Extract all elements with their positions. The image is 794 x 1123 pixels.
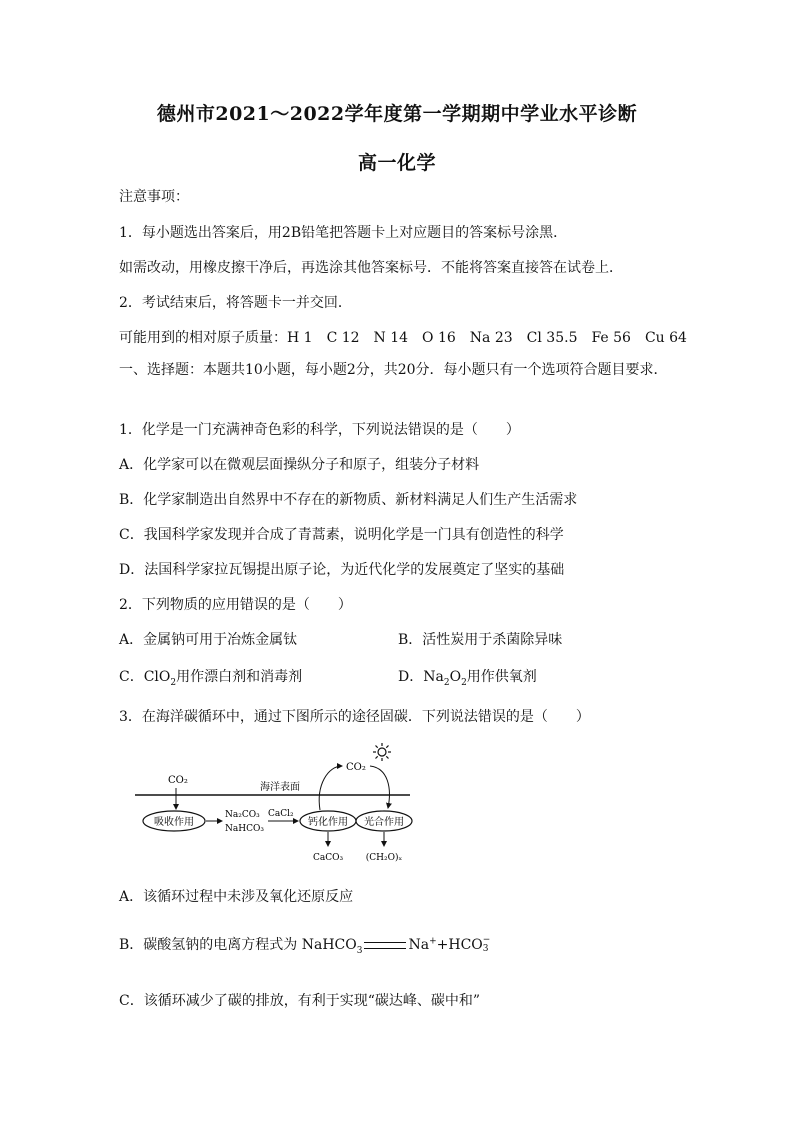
exam-subtitle: 高一化学 [357, 152, 436, 174]
question-2-option-d [398, 666, 537, 688]
question-2-option-a: A．金属钠可用于冶炼金属钛 [119, 632, 298, 648]
question-1-option-c: C．我国科学家发现并合成了青蒿素，说明化学是一门具有创造性的科学 [119, 527, 564, 543]
notes-item-2: 2．考试结束后，将答题卡一并交回． [119, 295, 352, 311]
calcify-to-co2-arrow [319, 766, 342, 810]
question-1-option-a: A．化学家可以在微观层面操纵分子和原子，组装分子材料 [119, 457, 480, 473]
question-1-option-d: D．法国科学家拉瓦锡提出原子论，为近代化学的发展奠定了坚实的基础 [119, 562, 565, 578]
sun-icon [373, 743, 391, 761]
notes-item-1: 1．每小题选出答案后，用2B铅笔把答题卡上对应题目的答案标号涂黑． [119, 225, 568, 241]
calcify-label: 钙化作用 [308, 817, 348, 828]
na2co3-label: Na₂CO₃ [225, 810, 260, 820]
question-3-stem: 3．在海洋碳循环中，通过下图所示的途径固碳．下列说法错误的是（ ） [119, 709, 590, 725]
co2-top-label: CO₂ [346, 762, 366, 773]
question-2-stem: 2．下列物质的应用错误的是（ ） [119, 597, 352, 613]
question-2-option-c [119, 666, 302, 688]
notes-item-1-continued: 如需改动，用橡皮擦干净后，再选涂其他答案标号．不能将答案直接答在试卷上． [119, 260, 623, 276]
atomic-masses: 可能用到的相对原子质量：H 1 C 12 N 14 O 16 Na 23 Cl 35.5 Fe 56 Cu 64 [119, 330, 687, 346]
na2o2-formula: $Na_2O_2$ [423, 669, 467, 688]
option-c-text: 用作漂白剂和消毒剂 [176, 669, 303, 685]
question-3-option-b [119, 934, 490, 956]
co2-left-label: CO₂ [168, 775, 188, 786]
equals-sign [364, 942, 406, 949]
section-heading: 一、选择题：本题共10小题，每小题2分，共20分．每小题只有一个选项符合题目要求． [119, 362, 668, 378]
ch2o-label: (CH₂O)ₓ [365, 853, 403, 863]
exam-title: 德州市2021～2022学年度第一学期期中学业水平诊断 [156, 103, 638, 125]
ionization-equation: NaHCO$_3$ Na++HCO − 3 [301, 935, 491, 956]
sea-surface-label: 海洋表面 [260, 782, 300, 793]
question-1-option-b: B．化学家制造出自然界中不存在的新物质、新材料满足人们生产生活需求 [119, 492, 578, 508]
photosynthesis-label: 光合作用 [364, 817, 404, 828]
nahco3-label: NaHCO₃ [225, 824, 264, 834]
co2-to-photosynthesis-arrow [370, 766, 389, 808]
question-3-option-a: A．该循环过程中未涉及氧化还原反应 [119, 889, 354, 905]
question-1-stem: 1．化学是一门充满神奇色彩的科学，下列说法错误的是（ ） [119, 422, 520, 438]
notes-heading: 注意事项： [119, 189, 189, 205]
option-d-text: 用作供氧剂 [466, 669, 537, 685]
caco3-label: CaCO₃ [312, 853, 344, 863]
question-3-option-c: C．该循环减少了碳的排放，有利于实现“碳达峰、碳中和” [119, 993, 481, 1009]
ocean-carbon-cycle-diagram [130, 740, 420, 870]
clo2-formula: ClO$_2$ [143, 669, 177, 688]
question-2-option-b: B．活性炭用于杀菌除异味 [398, 632, 563, 648]
option-c-label: C． [119, 669, 144, 685]
option-d-label: D． [398, 669, 424, 685]
option-b-text: B．碳酸氢钠的电离方程式为 [119, 937, 298, 953]
absorb-label: 吸收作用 [154, 817, 194, 828]
cacl2-label: CaCl₂ [268, 809, 294, 819]
